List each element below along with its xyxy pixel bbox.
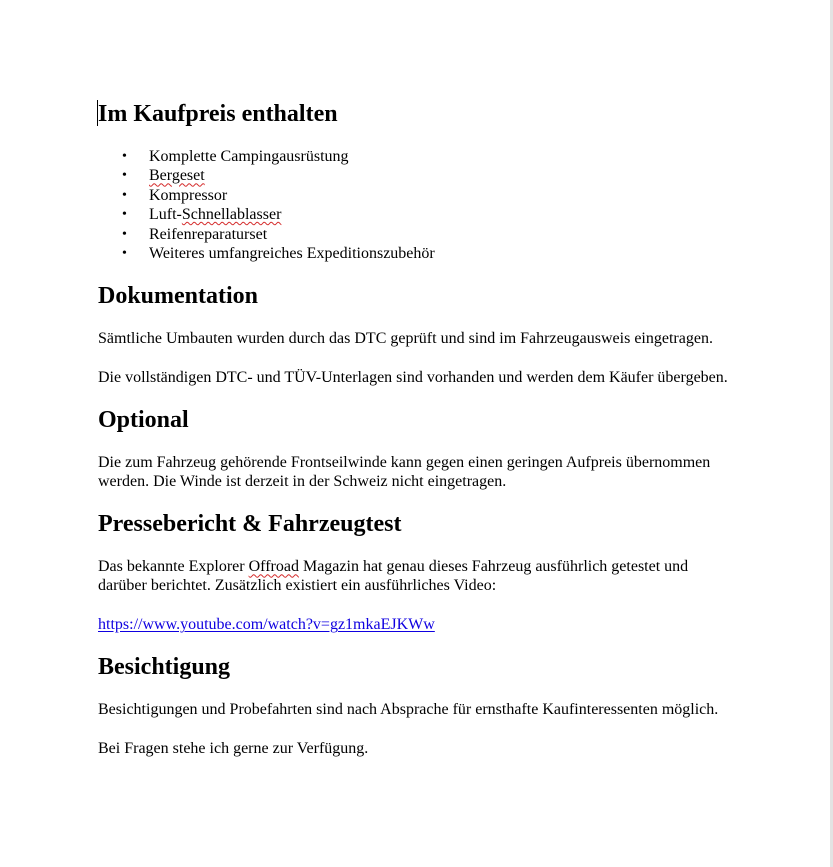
documentation-paragraph-2: Die vollständigen DTC- und TÜV-Unterlagen sind vorhanden und werden dem Käufer übergeben. [98, 369, 728, 387]
press-link-line [98, 615, 738, 634]
text-cursor [97, 100, 98, 126]
bullet-icon: • [122, 245, 127, 261]
bullet-icon: • [122, 226, 127, 242]
list-item: • Komplette Campingausrüstung [122, 148, 349, 165]
bullet-icon: • [122, 149, 127, 164]
list-item [98, 166, 738, 185]
included-list [98, 147, 738, 263]
list-item: • Kompressor [122, 186, 228, 204]
list-item: • Reifenreparaturset [122, 225, 268, 243]
bullet-icon: • [122, 207, 127, 223]
viewing-paragraph-2: Bei Fragen stehe ich gerne zur Verfügung. [98, 740, 369, 758]
spellcheck-word[interactable]: Schnellablasser [181, 206, 282, 224]
bullet-icon: • [122, 168, 127, 184]
heading-viewing: Besichtigung [98, 654, 231, 681]
optional-paragraph: Die zum Fahrzeug gehörende Frontseilwinde kann gegen einen geringen Aufpreis übernommen werden. Die Winde ist derzeit in der Schweiz nicht eingetragen. [98, 454, 711, 491]
heading-press: Pressebericht & Fahrzeugtest [98, 511, 402, 538]
press-paragraph: Das bekannte Explorer Offroad Magazin hat genau dieses Fahrzeug ausführlich getestet und darüber berichtet. Zusätzlich existiert ein ausführliches Video: [98, 558, 689, 595]
video-link[interactable]: https://www.youtube.com/watch?v=gz1mkaEJKWw [98, 616, 435, 634]
list-item: • Weiteres umfangreiches Expeditionszubehör [122, 244, 435, 262]
list-item: • Luft-Schnellablasser [122, 206, 282, 224]
spellcheck-word[interactable]: Bergeset [149, 167, 205, 185]
documentation-paragraph-1: Sämtliche Umbauten wurden durch das DTC geprüft und sind im Fahrzeugausweis eingetragen. [98, 330, 713, 348]
heading-optional: Optional [98, 407, 189, 434]
viewing-paragraph-1: Besichtigungen und Probefahrten sind nach Absprache für ernsthafte Kaufinteressenten möglich. [98, 701, 719, 719]
heading-documentation: Dokumentation [98, 283, 259, 310]
bullet-icon: • [122, 187, 127, 203]
document-body[interactable] [98, 99, 738, 758]
spellcheck-word[interactable]: Offroad [248, 558, 299, 576]
heading-included: Im Kaufpreis enthalten [98, 101, 338, 127]
